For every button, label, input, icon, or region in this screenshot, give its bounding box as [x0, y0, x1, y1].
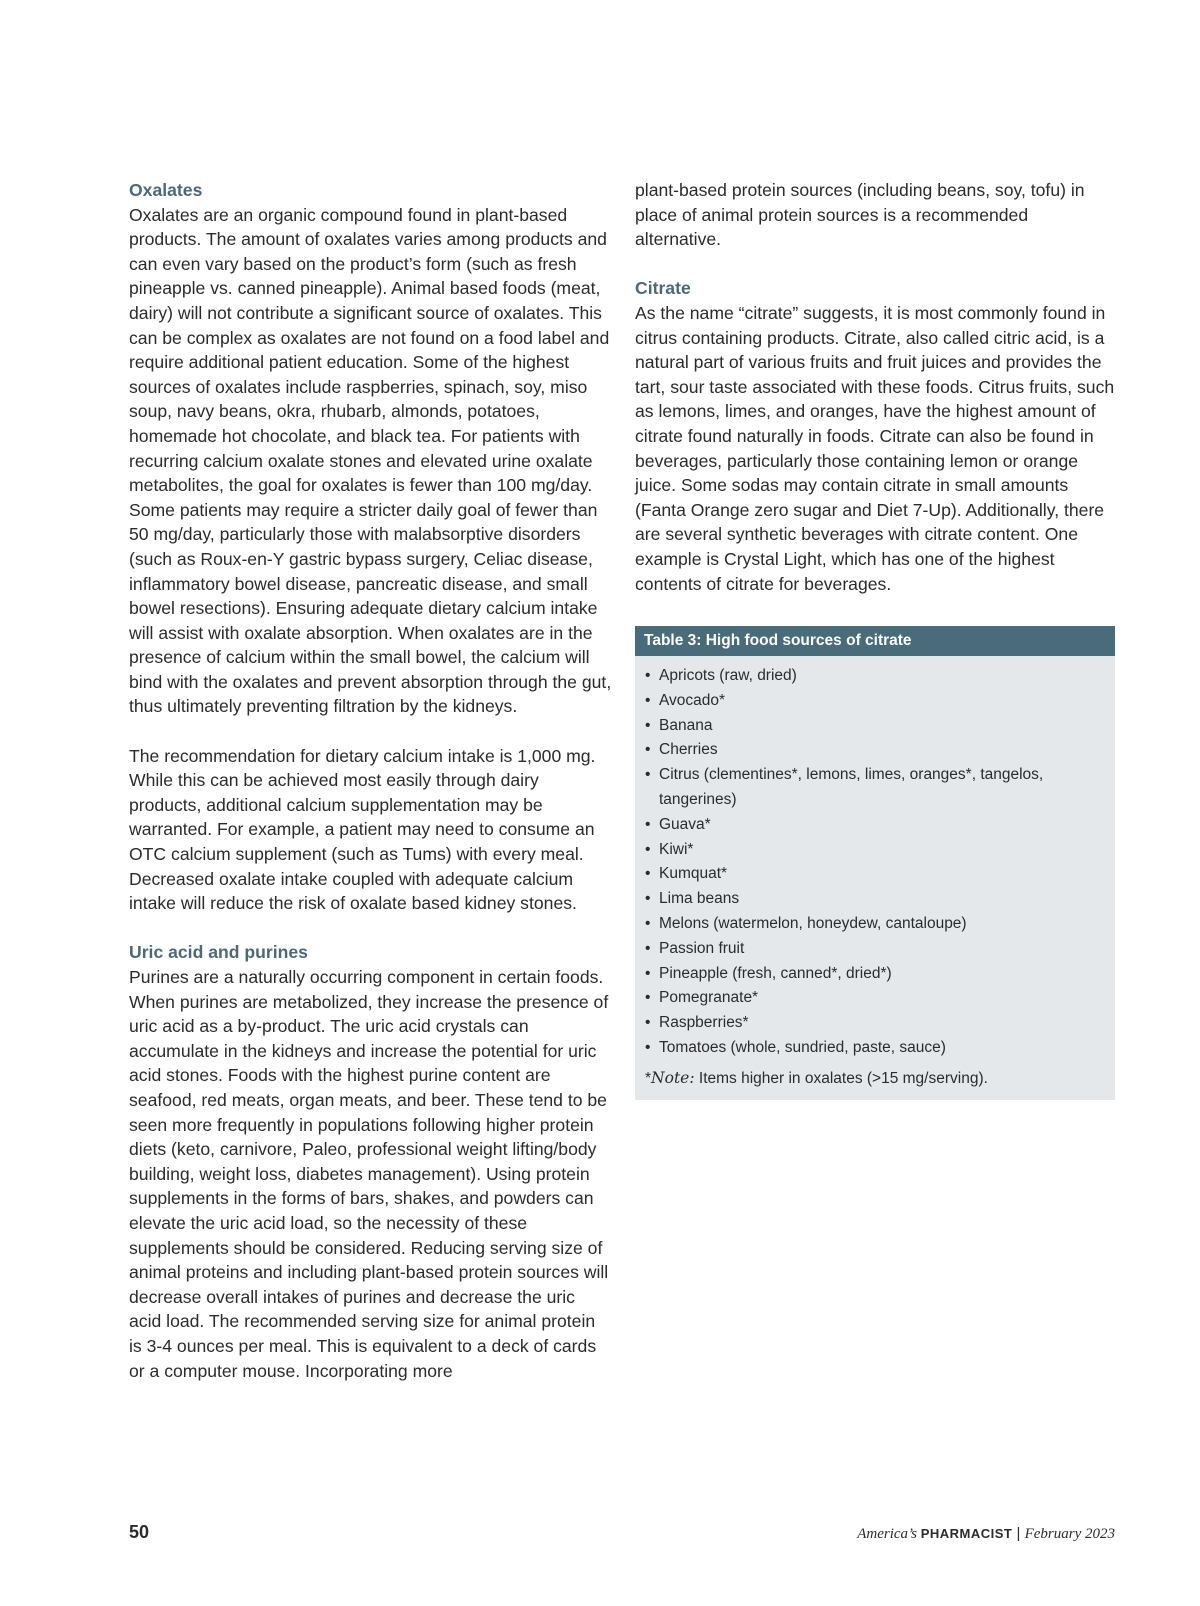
table-note	[635, 1063, 1115, 1100]
note-text: Items higher in oxalates (>15 mg/serving).	[694, 1069, 988, 1087]
publication-footer	[857, 1525, 1115, 1543]
citrate-heading: Citrate	[635, 278, 691, 299]
list-item: • Guava*	[645, 813, 1105, 838]
citrate-sources-table	[635, 626, 1115, 1100]
list-item: • Cherries	[645, 738, 1105, 763]
publication-prefix: America’s	[857, 1526, 921, 1542]
publication-date: February 2023	[1024, 1526, 1115, 1542]
oxalates-heading: Oxalates	[129, 180, 203, 200]
table-title: Table 3: High food sources of citrate	[635, 626, 1115, 656]
paragraph-spacer	[129, 719, 612, 744]
note-label: Note:	[651, 1068, 695, 1087]
list-item: • Melons (watermelon, honeydew, cantaloupe)	[645, 912, 1105, 937]
paragraph-spacer	[635, 252, 1115, 277]
paragraph-spacer	[129, 916, 612, 941]
list-item: • Raspberries*	[645, 1011, 1105, 1036]
note-asterisk: *	[645, 1069, 652, 1087]
list-item: • Passion fruit	[645, 937, 1105, 962]
calcium-paragraph: The recommendation for dietary calcium intake is 1,000 mg. While this can be achieved most easily through dairy products, additional calcium supplementation may be warranted. For example, a patient may need to consume an OTC calcium supplement (such as Tums) with every meal. Decreased oxalate intake coupled with adequate calcium intake will reduce the risk of oxalate based kidney stones.	[129, 745, 596, 914]
list-item: • Lima beans	[645, 887, 1105, 912]
list-item: • Pomegranate*	[645, 986, 1105, 1011]
publication-name: PHARMACIST	[920, 1526, 1013, 1541]
list-item: • Kiwi*	[645, 838, 1105, 863]
citrate-paragraph: As the name “citrate” suggests, it is most commonly found in citrus containing products. Citrate, also called citric acid, is a natural part of various fruits and fruit juices and provides the tart, sour taste associated with these foods. Citrus fruits, such as lemons, limes, and oranges, have the highest amount of citrate found naturally in foods. Citrate can also be found in beverages, particularly those containing lemon or orange juice. Some sodas may contain citrate in small amounts (Fanta Orange zero sugar and Diet 7-Up). Additionally, there are several synthetic beverages with citrate content. One example is Crystal Light, which has one of the highest contents of citrate for beverages.	[635, 302, 1115, 594]
uric-acid-paragraph: Purines are a naturally occurring component in certain foods. When purines are metabolized, they increase the presence of uric acid as a by-product. The uric acid crystals can accumulate in the kidneys and increase the potential for uric acid stones. Foods with the highest purine content are seafood, red meats, organ meats, and beer. These tend to be seen more frequently in populations following higher protein diets (keto, carnivore, Paleo, professional weight lifting/body building, weight loss, diabetes management). Using protein supplements in the forms of bars, shakes, and powders can elevate the uric acid load, so the necessity of these supplements should be considered. Reducing serving size of animal proteins and including plant-based protein sources will decrease overall intakes of purines and decrease the uric acid load. The recommended serving size for animal protein is 3-4 ounces per meal. This is equivalent to a deck of cards or a computer mouse. Incorporating more	[129, 967, 609, 1381]
oxalates-paragraph: Oxalates are an organic compound found in plant-based products. The amount of oxalates varies among products and can even vary based on the product’s form (such as fresh pineapple vs. canned pineapple). Animal based foods (meat, dairy) will not contribute a significant source of oxalates. This can be complex as oxalates are not found on a food label and require additional patient education. Some of the highest sources of oxalates include raspberries, spinach, soy, miso soup, navy beans, okra, rhubarb, almonds, potatoes, homemade hot chocolate, and black tea. For patients with recurring calcium oxalate stones and elevated urine oxalate metabolites, the goal for oxalates is fewer than 100 mg/day. Some patients may require a stricter daily goal of fewer than 50 mg/day, particularly those with malabsorptive disorders (such as Roux-en-Y gastric bypass surgery, Celiac disease, inflammatory bowel disease, pancreatic disease, and small bowel resections). Ensuring adequate dietary calcium intake will assist with oxalate absorption. When oxalates are in the presence of calcium within the small bowel, the calcium will bind with the oxalates and prevent absorption through the gut, thus ultimately preventing filtration by the kidneys.	[129, 204, 612, 717]
continued-paragraph: plant-based protein sources (including beans, soy, tofu) in place of animal protein sources is a recommended alternative.	[635, 180, 1085, 250]
right-column	[635, 178, 1115, 1100]
footer-separator: |	[1012, 1525, 1025, 1542]
table-item-list	[635, 656, 1115, 1063]
list-item: • Banana	[645, 714, 1105, 739]
uric-acid-heading: Uric acid and purines	[129, 942, 308, 963]
list-item: • Pineapple (fresh, canned*, dried*)	[645, 962, 1105, 987]
list-item: • Apricots (raw, dried)	[645, 664, 1105, 689]
list-item: • Citrus (clementines*, lemons, limes, oranges*, tangelos, tangerines)	[645, 763, 1105, 813]
page-number: 50	[129, 1522, 150, 1542]
list-item: • Kumquat*	[645, 862, 1105, 887]
list-item: • Avocado*	[645, 689, 1105, 714]
list-item: • Tomatoes (whole, sundried, paste, sauce)	[645, 1036, 1105, 1061]
left-column	[129, 178, 612, 1383]
